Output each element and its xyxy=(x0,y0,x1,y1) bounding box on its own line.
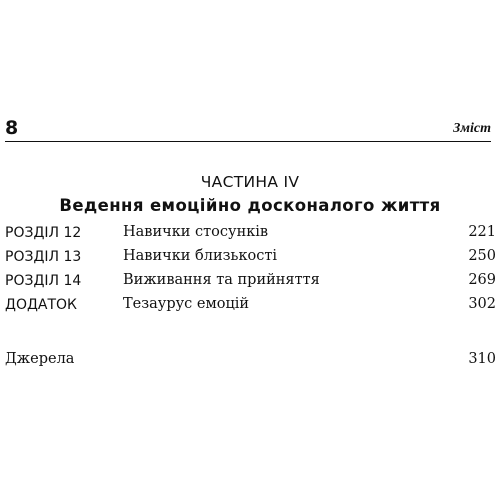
running-header xyxy=(5,118,491,142)
toc-entry-chapter-14 xyxy=(5,271,496,295)
toc-entry-sources xyxy=(5,350,496,374)
part-title: Ведення емоційно досконалого життя xyxy=(59,196,441,215)
toc-entry-kind: РОЗДІЛ 13 xyxy=(5,249,82,265)
toc-entry-chapter-13 xyxy=(5,247,496,271)
toc-entry-title: Виживання та прийняття xyxy=(123,272,320,288)
toc-entry-page: 269 xyxy=(468,272,496,288)
toc-entry-page: 302 xyxy=(468,296,496,312)
toc-entry-title: Навички стосунків xyxy=(123,224,269,240)
toc-entry-kind: РОЗДІЛ 14 xyxy=(5,273,82,289)
running-title: Зміст xyxy=(453,121,491,136)
page-number: 8 xyxy=(5,117,19,139)
toc-entry-kind: РОЗДІЛ 12 xyxy=(5,225,82,241)
header-rule xyxy=(5,141,491,143)
toc-entry-chapter-12 xyxy=(5,223,496,247)
toc-entry-page: 221 xyxy=(468,224,496,240)
part-label: ЧАСТИНА IV xyxy=(200,173,300,191)
toc-entry-page: 250 xyxy=(468,248,496,264)
toc-entry-title: Навички близькості xyxy=(123,248,278,264)
toc-entry-kind: ДОДАТОК xyxy=(5,297,77,313)
sources-page: 310 xyxy=(468,351,496,367)
sources-title: Джерела xyxy=(5,351,75,367)
toc-entry-appendix xyxy=(5,295,496,319)
toc-entry-title: Тезаурус емоцій xyxy=(123,296,250,312)
toc-list xyxy=(5,223,496,319)
